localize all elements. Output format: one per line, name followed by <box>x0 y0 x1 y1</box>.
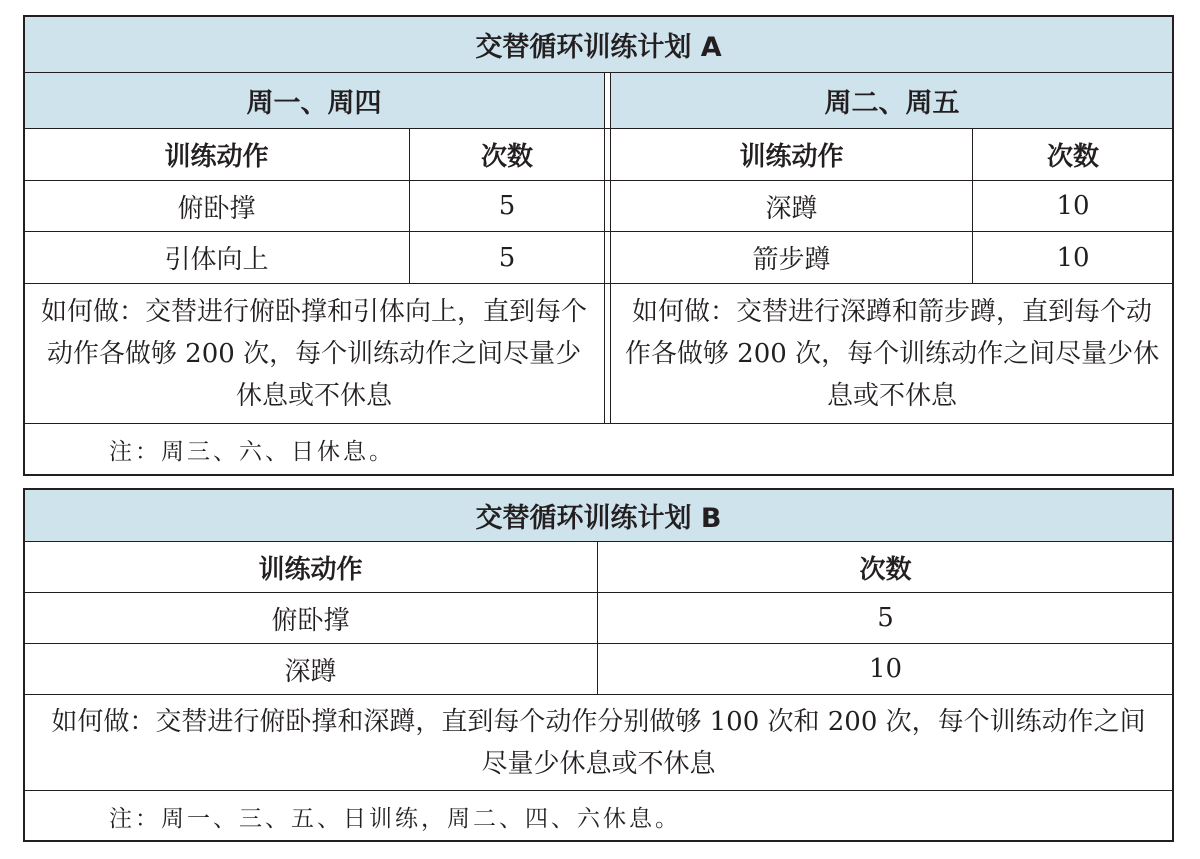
plan-a-left-day-header: 周一、周四 <box>24 73 604 128</box>
plan-a-title: 交替循环训练计划 A <box>24 16 1173 72</box>
plan-a-right-how-to: 如何做：交替进行深蹲和箭步蹲，直到每个动作各做够 200 次，每个训练动作之间尽量少休息或不休息 <box>624 296 1160 411</box>
plan-a-right-col-exercise: 训练动作 <box>739 142 844 172</box>
plan-b-note: 注：周一、三、五、日训练，周二、四、六休息。 <box>109 805 681 832</box>
plan-a-right-col-reps: 次数 <box>1046 142 1099 172</box>
plan-a-left-row-1-exercise: 俯卧撑 <box>177 193 256 224</box>
plan-b-row-1-reps: 5 <box>877 603 894 633</box>
plan-a-left-row-1-reps: 5 <box>498 191 516 221</box>
plan-b-row-2-reps: 10 <box>868 654 903 684</box>
plan-b-col-exercise: 训练动作 <box>258 554 363 585</box>
plan-b-how-to: 如何做：交替进行俯卧撑和深蹲，直到每个动作分别做够 100 次和 200 次，每个训练动作之间尽量少休息或不休息 <box>51 706 1146 779</box>
plan-a-right-row-1-reps: 10 <box>1056 191 1090 221</box>
plan-a-left-col-reps: 次数 <box>480 142 533 172</box>
plan-a-left-row-2-exercise: 引体向上 <box>164 245 269 275</box>
plan-a-right-row-1-exercise: 深蹲 <box>765 193 818 224</box>
plan-a-left-col-exercise: 训练动作 <box>164 142 269 172</box>
plan-a-right-row-2-exercise: 箭步蹲 <box>752 245 831 275</box>
plan-a-left-row-2-reps: 5 <box>498 242 516 273</box>
plan-a-right-row-2-reps: 10 <box>1056 242 1090 273</box>
plan-a-right-day-header: 周二、周五 <box>611 73 1173 128</box>
plan-b-col-reps: 次数 <box>859 554 912 585</box>
plan-b-title: 交替循环训练计划 B <box>24 490 1173 541</box>
plan-b-row-1-exercise: 俯卧撑 <box>271 605 350 636</box>
plan-b-row-2-exercise: 深蹲 <box>284 656 337 687</box>
plan-a-note: 注：周三、六、日休息。 <box>109 439 395 465</box>
plan-a-left-how-to: 如何做：交替进行俯卧撑和引体向上，直到每个动作各做够 200 次，每个训练动作之间尽量少休息或不休息 <box>40 296 587 411</box>
